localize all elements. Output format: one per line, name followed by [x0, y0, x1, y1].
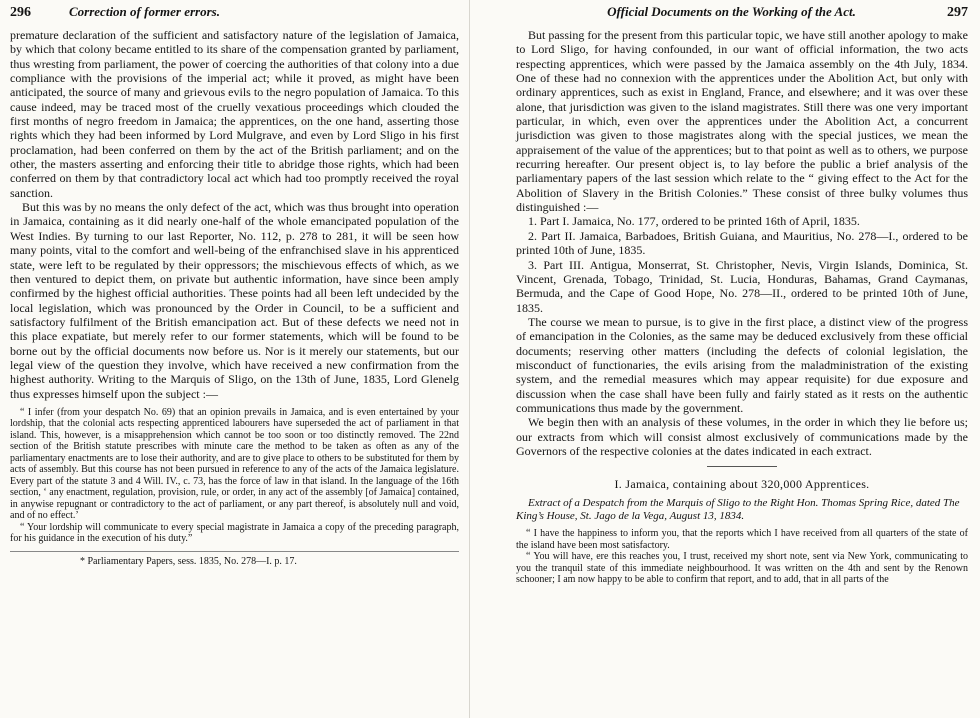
extract-title: Extract of a Despatch from the Marquis of Sligo to the Right Hon. Thomas Spring Rice, dated The King’s House, St. Jago de la Vega, August 13, 1834. [516, 497, 960, 523]
right-paragraph-course: The course we mean to pursue, is to give in the first place, a distinct view of the progress of emancipation in the Colonies, as the same may be deduced exclusively from these official documents; reserving other matters (including the defects of colonial legislation, the misconduct of functionaries, the evils arising from the maladministration of the existing system, and the remedial measures which may appear requisite) for due exposure and discussion when the case shall have been fully and fairly stated as it rests on the authentic communications thus made by the government. [516, 314, 968, 415]
volumes-list [516, 214, 968, 314]
footnote-text: * Parliamentary Papers, sess. 1835, No. 278—I. p. 17. [80, 555, 297, 567]
right-page-number: 297 [947, 5, 968, 20]
volume-item-1: 1. Part I. Jamaica, No. 177, ordered to be printed 16th of April, 1835. [528, 214, 860, 229]
sligo-extract [516, 528, 968, 586]
left-paragraph-1: premature declaration of the sufficient and satisfactory nature of the legislation of Jamaica, by which that colony became entitled to its share of the compensation granted by parliament, thus wresting from parliament, the power of coercing the authorities of that colony into a due compliance with the provisions of the imperial act; while it proved, as might have been anticipated, the source of many and grievous evils to the negro population of Jamaica. To this cause indeed, may be traced most of the cruelly vexatious proceedings which clouded the first months of negro freedom in Jamaica; the apprentices, on the one hand, asserting those rights which they had been informed by Lord Mulgrave, and even by Lord Sligo in his first proclamation, had been conferred on them by the act of the British parliament; and on the other, the masters asserting and enforcing their title to abridge those rights, which had been conferred on them by that contradictory local act which had too promptly received the royal sanction. [10, 28, 459, 200]
right-paragraph-begin: We begin then with an analysis of these volumes, in the order in which they lie before us; our extracts from which will consist almost exclusively of communications made by the Governors of the respective colonies at the dates indicated in each extract. [516, 415, 968, 458]
footnote [10, 551, 459, 569]
right-running-head [516, 4, 968, 28]
left-running-title: Correction of former errors. [69, 4, 220, 19]
extract-paragraph-2: “ You will have, ere this reaches you, I trust, received my short note, sent via New York, communicating to you the tranquil state of this immediate neighbourhood. It was written on the 4th and sent by the Renown schooner; I am now happy to be able to confirm that report, and to add, that in all parts of the [516, 551, 968, 586]
left-page-number: 296 [10, 5, 31, 20]
left-running-head [10, 4, 459, 28]
quote-paragraph-2: “ Your lordship will communicate to every special magistrate in Jamaica a copy of the preceding paragraph, for his guidance in the execution of his duty.” [10, 521, 459, 545]
right-page [500, 0, 980, 718]
glenelg-quote [10, 407, 459, 545]
section-heading: I. Jamaica, containing about 320,000 Apprentices. [614, 477, 870, 492]
right-running-title: Official Documents on the Working of the Act. [607, 4, 856, 19]
right-intro-paragraph: But passing for the present from this particular topic, we have still another apology to make to Lord Sligo, for having confounded, in our want of official information, the two acts respecting apprentices, which were passed by the Jamaica assembly on the 4th July, 1834. One of these had no connexion with the apprentices under the Abolition Act, but only with ordinary apprentices, such as exist in England, France, and elsewhere; and it was over these alone, that jurisdiction was given to the island magistrates. Still there was one very important particular, in which, even over the apprentices under the Abolition Act, a concurrent jurisdiction was given to those magistrates along with the special justices, we mean the appraisement of the value of the apprentices; but to that point as well as to others, we purpose recurring hereafter. Our present object is, to lay before the public a brief analysis of the parliamentary papers of the last session which relate to the “ giving effect to the Act for the Abolition of Slavery in the British Colonies.” These consist of three bulky volumes thus distinguished :— [516, 28, 968, 215]
volume-item-2: 2. Part II. Jamaica, Barbadoes, British Guiana, and Mauritius, No. 278—I., ordered to be printed 10th of June, 1835. [516, 228, 968, 258]
extract-paragraph-1: “ I have the happiness to inform you, that the reports which I have received from all quarters of the state of the island have been most satisfactory. [516, 528, 968, 551]
volume-item-3: 3. Part III. Antigua, Monserrat, St. Christopher, Nevis, Virgin Islands, Dominica, St. Vincent, Grenada, Tobago, Trinidad, St. Lucia, Honduras, Bahamas, Grand Caymanas, Bermuda, and the Cape of Good Hope, No. 278—II., ordered to be printed 10th of June, 1835. [516, 257, 968, 315]
left-paragraph-2: But this was by no means the only defect of the act, which was thus brought into operation in Jamaica, containing as it did nearly one-half of the whole emancipated population of the West Indies. By turning to our last Reporter, No. 112, p. 278 to 281, it will be seen how many points, vital to the comfort and well-being of the enfranchised slave in his apprenticed state, were left to be regulated by their oppressors; the mischievous effects of which, as we then ventured to depict them, on private but authentic information, have since been amply confirmed by the highest official authorities. These points had all been left undecided by the local legislation, which was pronounced by the Order in Council, to be a sufficient and satisfactory fulfilment of the British emancipation act. But of these defects we need not in this place expatiate, but merely refer to our former statements, which will be found to be borne out by the official documents now before us. Nor is it merely our statements, but our legal view of the question they involve, which have received a new confirmation from the highest authority. Writing to the Marquis of Sligo, on the 13th of June, 1835, Lord Glenelg thus expresses himself upon the subject :— [10, 200, 459, 401]
quote-paragraph-1: “ I infer (from your despatch No. 69) that an opinion prevails in Jamaica, and is even entertained by your lordship, that the colonial acts respecting apprenticed labourers have superseded the act of parliament in that island. This, however, is a misapprehension which cannot be too soon or too distinctly removed. The 22nd section of the British statute prescribes with minute care the method to be taken as often as any of the parliamentary enactments are to lose their authority, and are to give place to others to be substituted for them by acts of assembly. But this course has not been pursued in reference to any of the acts of the Jamaica legislature. Every part of the statute 3 and 4 Will. IV., c. 73, has the force of law in that island. In the language of the 16th section, ‘ any enactment, regulation, provision, rule, or order, in any act of the assembly [of Jamaica] contained, in anywise repugnant or contradictory to the act of parliament, or any part thereof, is absolutely null and void, and of no effect.’ [10, 406, 459, 522]
left-page [0, 0, 470, 718]
section-divider [707, 466, 777, 467]
